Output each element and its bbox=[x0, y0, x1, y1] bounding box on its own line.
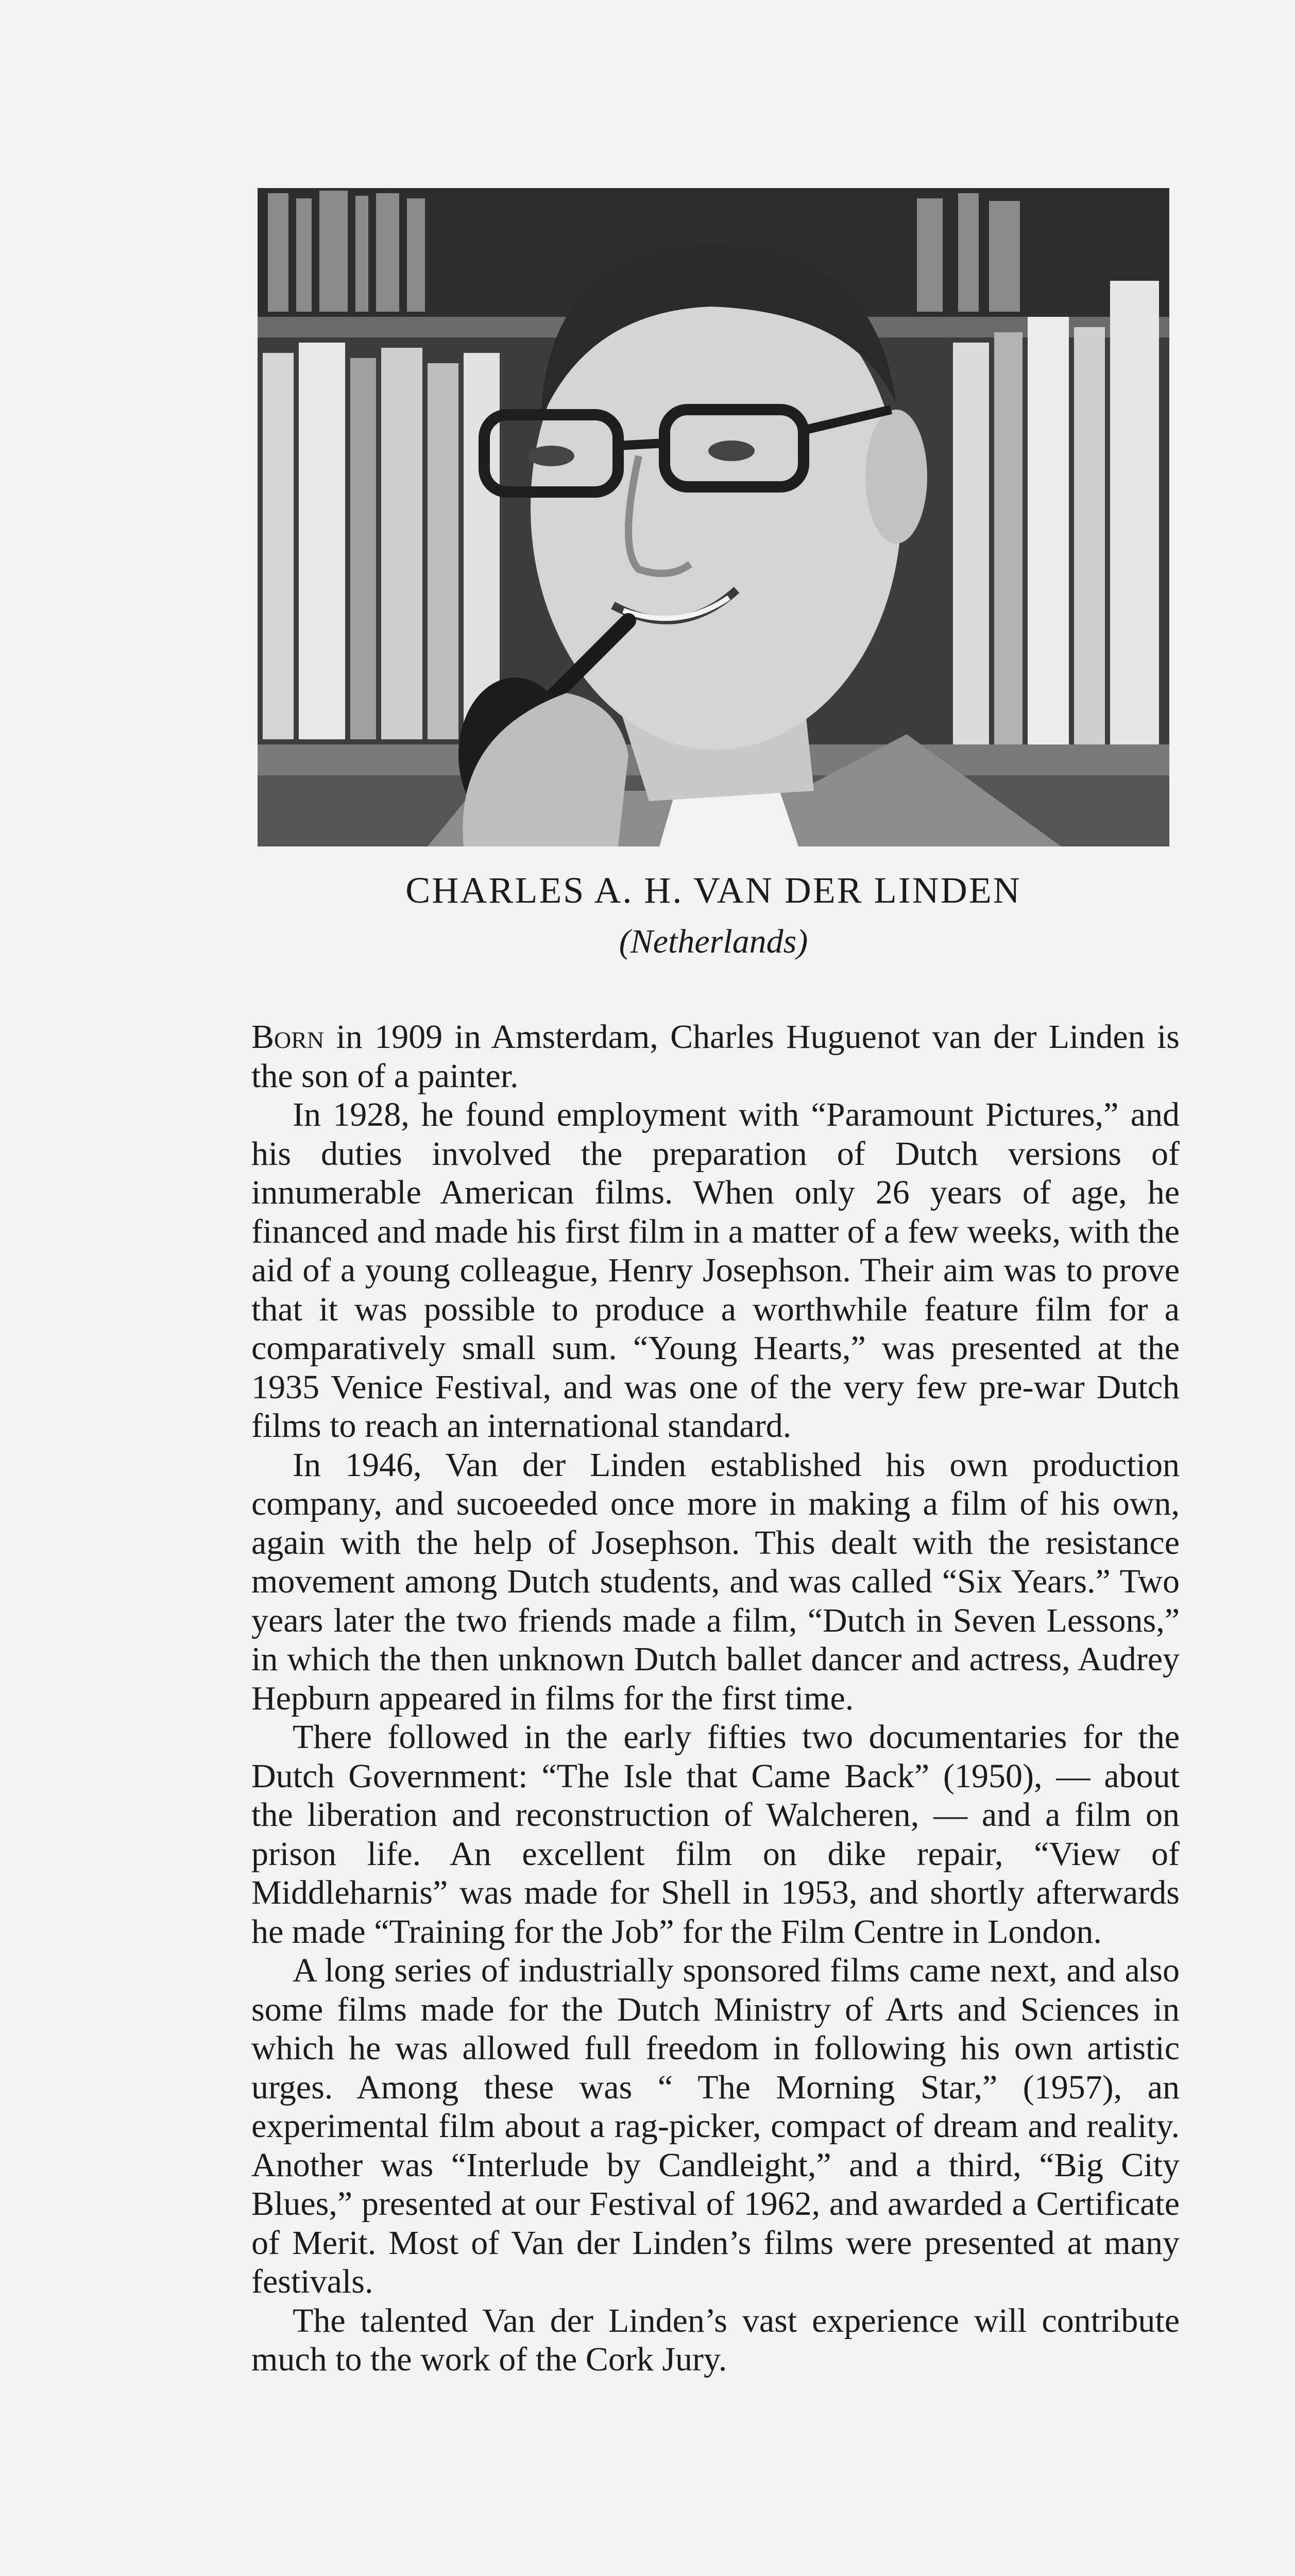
biography-text bbox=[251, 1018, 1180, 2379]
paragraph-4: There followed in the early fifties two documentaries for the Dutch Government: “The Isle that Came Back” (1950), — about the liberation and reconstruction of Walcheren, — and a film on prison life. An excellent film on dike repair, “View of Middleharnis” was made for Shell in 1953, and shortly afterwards he made “Training for the Job” for the Film Centre in London. bbox=[251, 1718, 1180, 1951]
paragraph-5: A long series of industrially sponsored films came next, and also some films made for the Dutch Ministry of Arts and Sciences in which he was allowed full freedom in following his own artistic urges. Among these was “ The Morning Star,” (1957), an experimental film about a rag-picker, compact of dream and reality. Another was “Interlude by Candleight,” and a third, “Big City Blues,” presented at our Festival of 1962, and awarded a Certificate of Merit. Most of Van der Linden’s films were presented at many festivals. bbox=[251, 1952, 1180, 2300]
paragraph-1 bbox=[251, 1018, 1180, 1095]
paragraph-6: The talented Van der Linden’s vast experience will contribute much to the work of the Cork Jury. bbox=[251, 2301, 1180, 2378]
portrait-illustration bbox=[258, 188, 1169, 846]
person-country: (Netherlands) bbox=[619, 923, 808, 960]
person-name: CHARLES A. H. VAN DER LINDEN bbox=[405, 870, 1021, 911]
portrait-photo bbox=[258, 188, 1169, 846]
lead-word: Born bbox=[251, 1018, 325, 1056]
paragraph-1-text: in 1909 in Amsterdam, Charles Huguenot van der Linden is the son of a painter. bbox=[251, 1018, 1180, 1095]
paragraph-3: In 1946, Van der Linden established his own production company, and sucoeeded once more in making a film of his own, again with the help of Josephson. This dealt with the resistance movement among Dutch students, and was called “Six Years.” Two years later the two friends made a film, “Dutch in Seven Lessons,” in which the then unknown Dutch ballet dancer and actress, Audrey Hepburn appeared in films for the first time. bbox=[251, 1446, 1180, 1717]
paragraph-2: In 1928, he found employment with “Paramount Pictures,” and his duties involved the preparation of Dutch versions of innumerable American films. When only 26 years of age, he financed and made his first film in a matter of a few weeks, with the aid of a young colleague, Henry Josephson. Their aim was to prove that it was possible to produce a worthwhile feature film for a comparatively small sum. “Young Hearts,” was presented at the 1935 Venice Festival, and was one of the very few pre-war Dutch films to reach an international standard. bbox=[251, 1096, 1180, 1445]
